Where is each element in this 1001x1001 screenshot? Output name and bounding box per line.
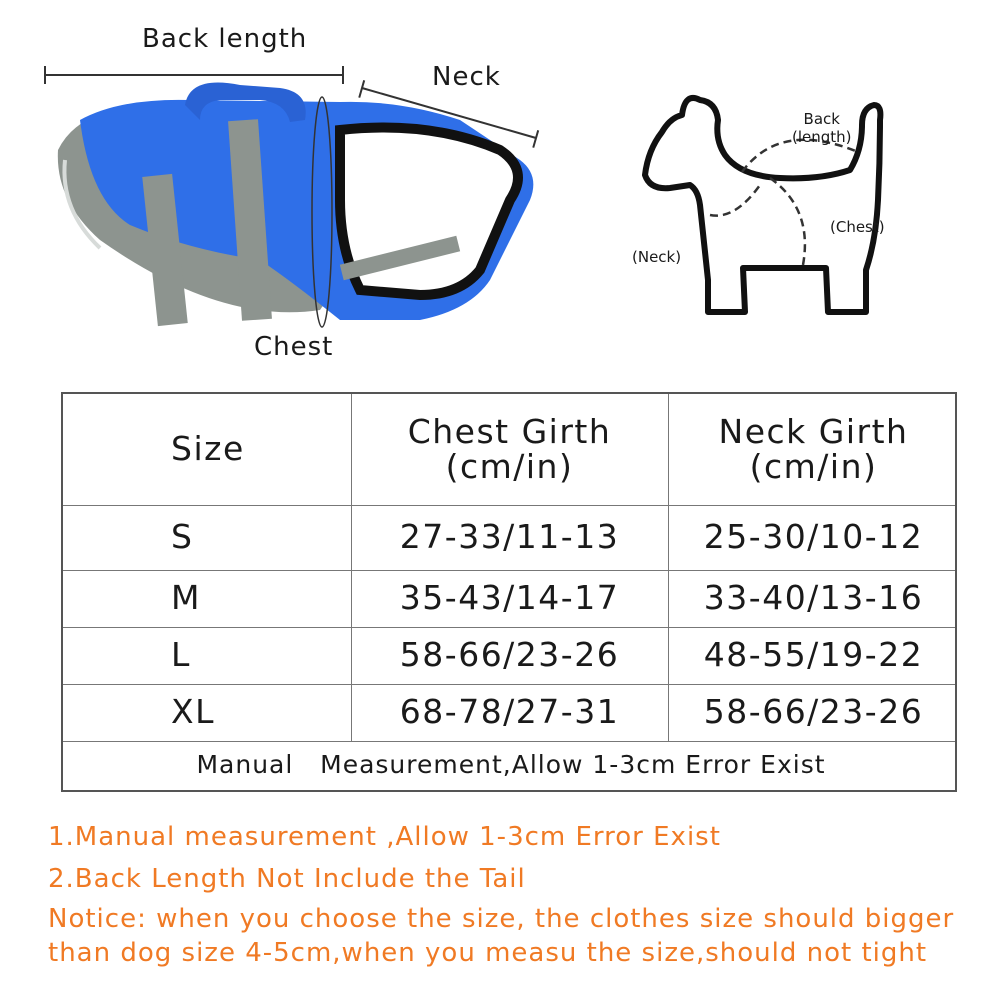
table-row-chest: 27-33/11-13 [399, 517, 620, 557]
header-chest-girth: Chest Girth (cm/in) [407, 411, 612, 486]
note-line-1: 1.Manual measurement ,Allow 1-3cm Error Exist [48, 822, 721, 852]
back-length-label: Back length [142, 24, 308, 54]
diagram-back-text: Back (length) [792, 110, 852, 146]
table-row-chest: 68-78/27-31 [399, 692, 620, 732]
header-size: Size [171, 429, 245, 469]
chest-label: Chest [254, 332, 334, 362]
header-neck-girth: Neck Girth (cm/in) [718, 411, 909, 486]
dog-measurement-diagram [630, 80, 930, 330]
table-row-chest: 35-43/14-17 [399, 578, 620, 618]
neck-label: Neck [432, 62, 501, 92]
diagram-neck-label: (Neck) [632, 248, 682, 266]
table-row-chest: 58-66/23-26 [399, 635, 620, 675]
table-row-neck: 48-55/19-22 [703, 635, 924, 675]
dog-silhouette [630, 80, 930, 330]
table-row-neck: 58-66/23-26 [703, 692, 924, 732]
table-row-size: XL [171, 692, 215, 732]
table-footer-note: Manual Measurement,Allow 1-3cm Error Exist [196, 750, 826, 780]
life-vest-illustration [40, 80, 560, 350]
note-line-2: 2.Back Length Not Include the Tail [48, 864, 526, 894]
table-row-size: S [171, 517, 194, 557]
back-length-line [44, 74, 344, 76]
table-row-neck: 33-40/13-16 [703, 578, 924, 618]
table-row-neck: 25-30/10-12 [703, 517, 924, 557]
size-chart-table [61, 392, 957, 792]
diagram-chest-label: (Chest) [830, 218, 885, 236]
table-row-size: M [171, 578, 201, 618]
diagram-back-label [792, 110, 852, 146]
table-row-size: L [171, 635, 191, 675]
note-line-4: than dog size 4-5cm,when you measu the size,should not tight [48, 938, 928, 968]
note-line-3: Notice: when you choose the size, the clothes size should bigger [48, 904, 955, 934]
